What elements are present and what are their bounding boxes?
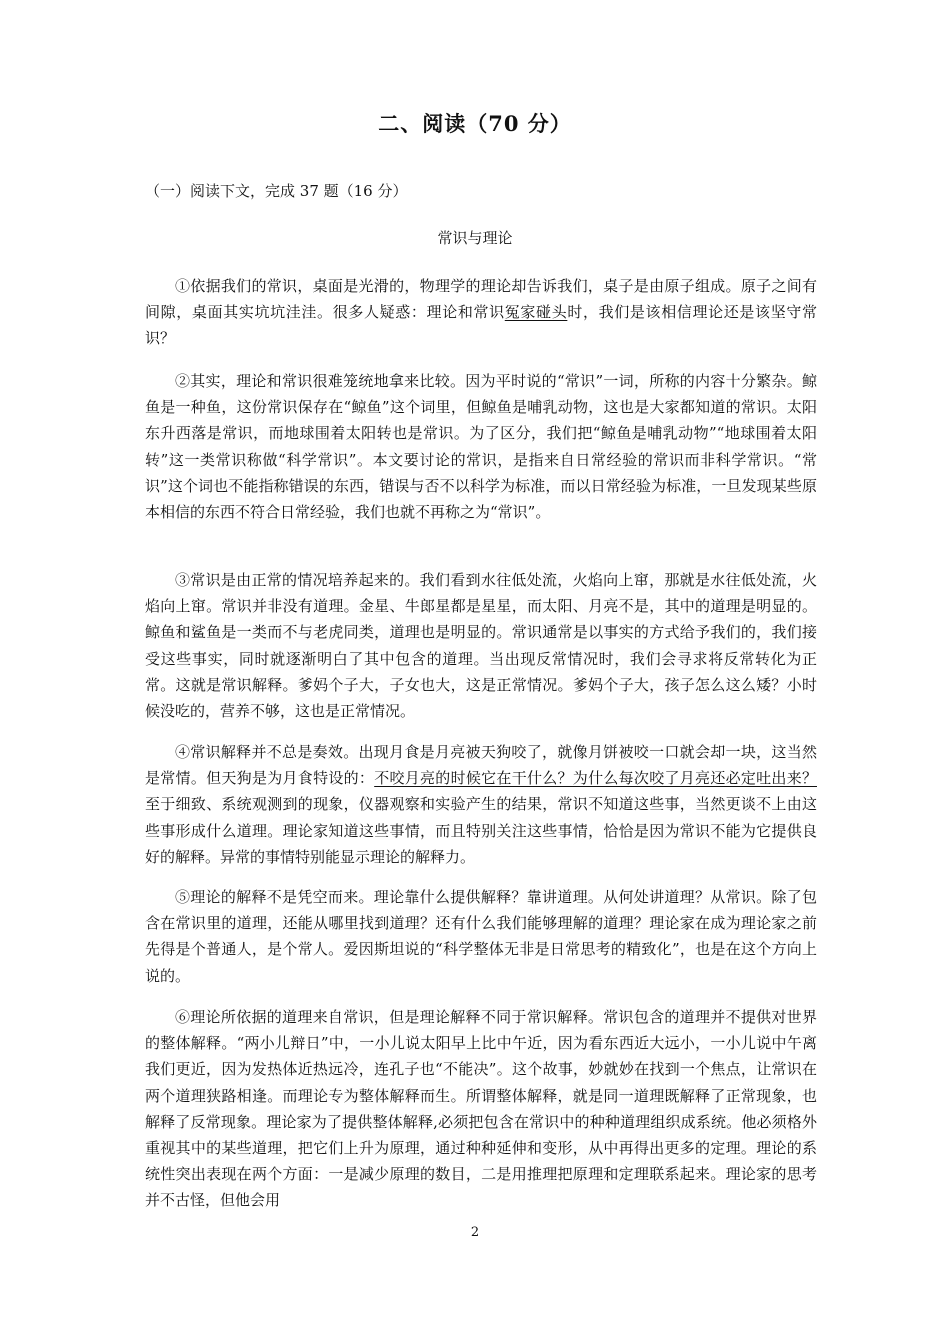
underlined-sentence: 不咬月亮的时候它在干什么？为什么每次咬了月亮还必定吐出来？ — [374, 769, 817, 788]
paragraph-3: ③常识是由正常的情况培养起来的。我们看到水往低处流，火焰向上窜，那就是水往低处流，火焰向上窜。常识并非没有道理。金星、牛郎星都是星星，而太阳、月亮不是，其中的道理是明显的。鲸鱼和鲨鱼是一类而不与老虎同类，道理也是明显的。常识通常是以事实的方式给予我们的，我们接受这些事实，同时就逐渐明白了其中包含的道理。当出现反常情况时，我们会寻求将反常转化为正常。这就是常识解释。爹妈个子大，子女也大，这是正常情况。爹妈个子大，孩子怎么这么矮？小时候没吃的，营养不够，这也是正常情况。 — [145, 571, 817, 721]
paragraph-1-text-b: 时，我们是该相信理论还是该坚守常识？ — [145, 303, 817, 348]
question-instruction: （一）阅读下文，完成 37 题（16 分） — [145, 182, 408, 200]
paragraph-4 — [145, 739, 817, 870]
paragraph-1-text-a: ①依据我们的常识，桌面是光滑的，物理学的理论却告诉我们，桌子是由原子组成。原子之间有间隙，桌面其实坑坑洼洼。很多人疑惑：理论和常识 — [145, 277, 817, 322]
article-title: 常识与理论 — [437, 229, 513, 247]
paragraph-6: ⑥理论所依据的道理来自常识，但是理论解释不同于常识解释。常识包含的道理并不提供对世界的整体解释。“两小儿辩日”中，一小儿说太阳早上比中午近，因为看东西近大远小，一小儿说中午离我们更近，因为发热体近热远冷，连孔子也“不能决”。这个故事，妙就妙在找到一个焦点，让常识在两个道理狭路相逢。而理论专为整体解释而生。所谓整体解释，就是同一道理既解释了正常现象，也解释了反常现象。理论家为了提供整体解释,必须把包含在常识中的种种道理组织成系统。他必须格外重视其中的某些道理，把它们上升为原理，通过种种延伸和变形，从中再得出更多的定理。理论的系统性突出表现在两个方面：一是减少原理的数目，二是用推理把原理和定理联系起来。理论家的思考并不古怪，但他会用 — [145, 1008, 817, 1210]
underlined-phrase: 冤家碰头 — [504, 303, 568, 322]
paragraph-2: ②其实，理论和常识很难笼统地拿来比较。因为平时说的“常识”一词，所称的内容十分繁杂。鲸鱼是一种鱼，这份常识保存在“鲸鱼”这个词里，但鲸鱼是哺乳动物，这也是大家都知道的常识。太阳东升西落是常识，而地球围着太阳转也是常识。为了区分，我们把“鲸鱼是哺乳动物”“地球围着太阳转”这一类常识称做“科学常识”。本文要讨论的常识，是指来自日常经验的常识而非科学常识。“常识”这个词也不能指称错误的东西，错误与否不以科学为标准，而以日常经验为标准，一旦发现某些原本相信的东西不符合日常经验，我们也就不再称之为“常识”。 — [145, 372, 817, 522]
paragraph-4-text-a: ④常识解释并不总是奏效。出现月食是月亮被天狗咬了，就像月饼被咬一口就会却一块，这当然是常情。但天狗是为月食特设的： — [145, 743, 817, 788]
paragraph-5: ⑤理论的解释不是凭空而来。理论靠什么提供解释？靠讲道理。从何处讲道理？从常识。除了包含在常识里的道理，还能从哪里找到道理？还有什么我们能够理解的道理？理论家在成为理论家之前先得是个普通人，是个常人。爱因斯坦说的“科学整体无非是日常思考的精致化”，也是在这个方向上说的。 — [145, 888, 817, 985]
paragraph-4-text-b: 至于细致、系统观测到的现象，仪器观察和实验产生的结果，常识不知道这些事，当然更谈不上由这些事形成什么道理。理论家知道这些事情，而且特别关注这些事情，恰恰是因为常识不能为它提供良好的解释。异常的事情特别能显示理论的解释力。 — [145, 795, 817, 866]
section-heading: 二、阅读（70 分） — [378, 111, 572, 136]
paragraph-1 — [145, 273, 817, 352]
page-number: 2 — [470, 1225, 480, 1240]
